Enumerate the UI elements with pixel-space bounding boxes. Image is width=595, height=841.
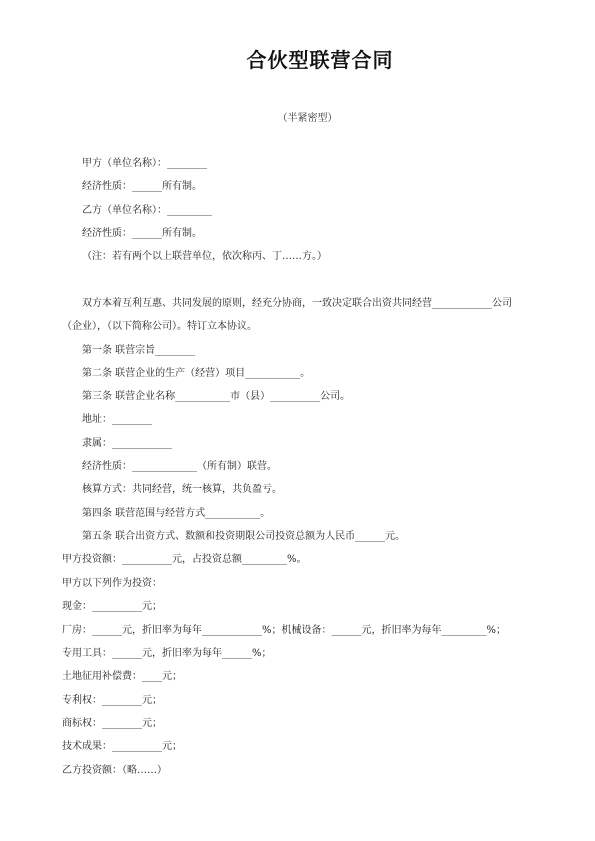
land-compensation-line: 土地征用补偿费：____元； xyxy=(62,671,182,682)
article-5-line: 第五条 联合出资方式、数额和投资期限公司投资总额为人民币______元。 xyxy=(82,531,406,542)
preamble-line-1: 双方本着互利互惠、共同发展的原则，经充分协商，一致决定联合出资共同经营____________公司 xyxy=(82,298,512,309)
economic-nature-line: 经济性质：_____________（所有制）联营。 xyxy=(82,461,277,472)
cash-line: 现金：__________元； xyxy=(62,601,162,612)
party-a-name-line: 甲方（单位名称）：________ xyxy=(82,158,207,169)
trademark-line: 商标权：________元； xyxy=(62,718,162,729)
tech-results-line: 技术成果：__________元； xyxy=(62,741,182,752)
note-line: （注：若有两个以上联营单位，依次称丙、丁……方。） xyxy=(82,251,327,262)
affiliation-line: 隶属：____________ xyxy=(82,438,172,449)
document-subtitle: （半紧密型） xyxy=(277,113,338,124)
accounting-method-line: 核算方式：共同经营，统一核算，共负盈亏。 xyxy=(82,484,282,495)
article-3-line: 第三条 联营企业名称___________市（县）__________公司。 xyxy=(82,391,351,402)
document-title: 合伙型联营合同 xyxy=(246,48,394,72)
party-a-nature-line: 经济性质：______所有制。 xyxy=(82,181,202,192)
article-1-line: 第一条 联营宗旨________ xyxy=(82,345,196,356)
patent-line: 专利权：________元； xyxy=(62,695,162,706)
plant-equipment-line: 厂房：______元，折旧率为每年____________%；机械设备：______元，折旧率为每年_________%； xyxy=(62,625,507,636)
article-2-line: 第二条 联营企业的生产（经营）项目___________。 xyxy=(82,368,311,379)
party-b-investment-line: 乙方投资额：（略……） xyxy=(62,765,167,776)
party-b-name-line: 乙方（单位名称）：_________ xyxy=(82,205,212,216)
party-b-nature-line: 经济性质：______所有制。 xyxy=(82,228,202,239)
article-4-line: 第四条 联营范围与经营方式___________。 xyxy=(82,508,271,519)
special-tools-line: 专用工具：______元，折旧率为每年______%； xyxy=(62,648,272,659)
preamble-line-2: （企业），（以下简称公司）。特订立本协议。 xyxy=(62,321,257,332)
party-a-investment-line: 甲方投资额：__________元，占投资总额_________%。 xyxy=(62,554,307,565)
address-line: 地址：________ xyxy=(82,414,152,425)
party-a-assets-intro-line: 甲方以下列作为投资： xyxy=(62,578,162,589)
